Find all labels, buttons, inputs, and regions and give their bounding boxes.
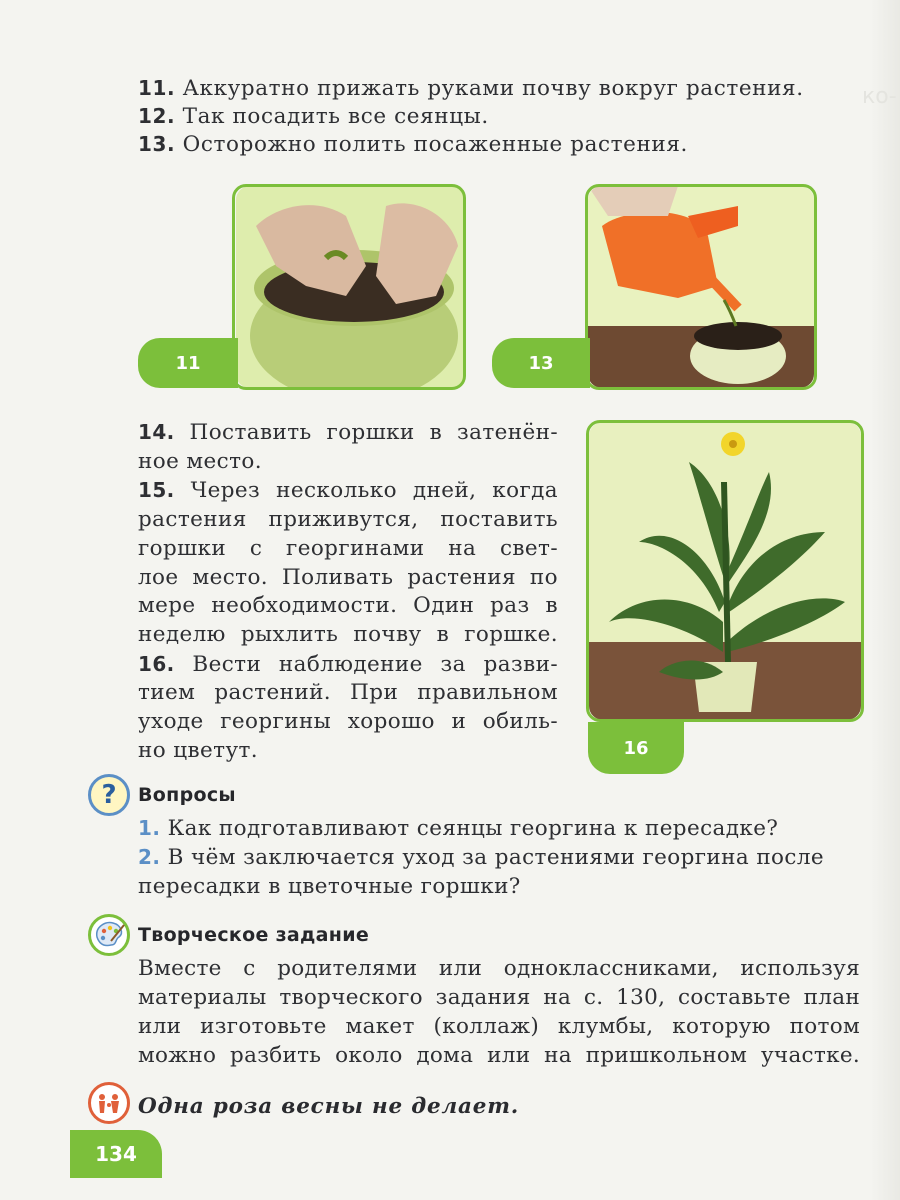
text-line: растения приживутся, поставить [138, 507, 558, 533]
text-line: Вместе с родителями или одноклассниками, используя [138, 956, 860, 981]
text-line [138, 650, 558, 680]
question-2-continuation: пересадки в цветочные горшки? [138, 874, 521, 899]
question-icon [88, 774, 130, 816]
text-line: можно разбить около дома или на пришкольном участке. [138, 1043, 860, 1068]
step-number: 11. [138, 76, 176, 100]
text-line: или изготовьте макет (коллаж) клумбы, которую потом [138, 1014, 860, 1039]
photo-label-tab: 11 [138, 338, 238, 388]
question-1 [138, 814, 778, 843]
page-edge [870, 0, 900, 1200]
step-number: 14. [138, 420, 175, 444]
photo-frame [585, 184, 817, 390]
step-text: Так посадить все сеянцы. [182, 104, 489, 129]
palette-icon [88, 914, 130, 956]
text-line: материалы творческого задания на с. 130, составьте план [138, 985, 860, 1010]
step-text: Аккуратно прижать руками почву вокруг растения. [182, 76, 804, 101]
step-text: Вести наблюдение за разви- [192, 651, 558, 677]
text-line: лое место. Поливать растения по [138, 564, 558, 590]
question-text: В чём заключается уход за растениями георгина после [167, 845, 825, 870]
step-11 [138, 74, 804, 104]
questions-heading: Вопросы [138, 784, 236, 806]
text-line: горшки с георгинами на свет- [138, 535, 558, 561]
photo-label-tab: 13 [492, 338, 590, 388]
show-through-text: ко- [862, 84, 897, 109]
text-line: тием растений. При правильном [138, 680, 558, 706]
creative-task-heading: Творческое задание [138, 924, 370, 946]
question-number: 2. [138, 845, 161, 869]
question-number: 1. [138, 816, 161, 840]
family-icon [88, 1082, 130, 1124]
step-text: Поставить горшки в затенён- [189, 420, 558, 445]
proverb: Одна роза весны не делает. [138, 1094, 520, 1119]
text-line: неделю рыхлить почву в горшке. [138, 621, 558, 647]
text-line: уходе георгины хорошо и обиль- [138, 709, 558, 735]
step-number: 13. [138, 132, 176, 156]
text-line: ное место. [138, 448, 262, 474]
creative-task-text [138, 954, 860, 1070]
step-13 [138, 130, 688, 160]
question-mark-glyph: ? [101, 780, 117, 810]
step-text: Через несколько дней, когда [190, 478, 558, 504]
step-number: 16. [138, 651, 175, 676]
care-steps-14-16 [138, 418, 558, 765]
step-text: Осторожно полить посаженные растения. [182, 132, 688, 157]
text-line: но цветут. [138, 737, 259, 763]
question-2 [138, 843, 824, 872]
step-number: 15. [138, 478, 175, 503]
photo-label-tab: 16 [588, 722, 684, 774]
step-12 [138, 102, 489, 132]
text-line [138, 476, 558, 506]
photo-frame [586, 420, 864, 722]
page-number: 134 [70, 1130, 162, 1178]
step-number: 12. [138, 104, 176, 128]
text-line [138, 418, 558, 448]
question-text: Как подготавливают сеянцы георгина к пересадке? [167, 816, 779, 841]
text-line: мере необходимости. Один раз в [138, 593, 558, 619]
photo-frame [232, 184, 466, 390]
